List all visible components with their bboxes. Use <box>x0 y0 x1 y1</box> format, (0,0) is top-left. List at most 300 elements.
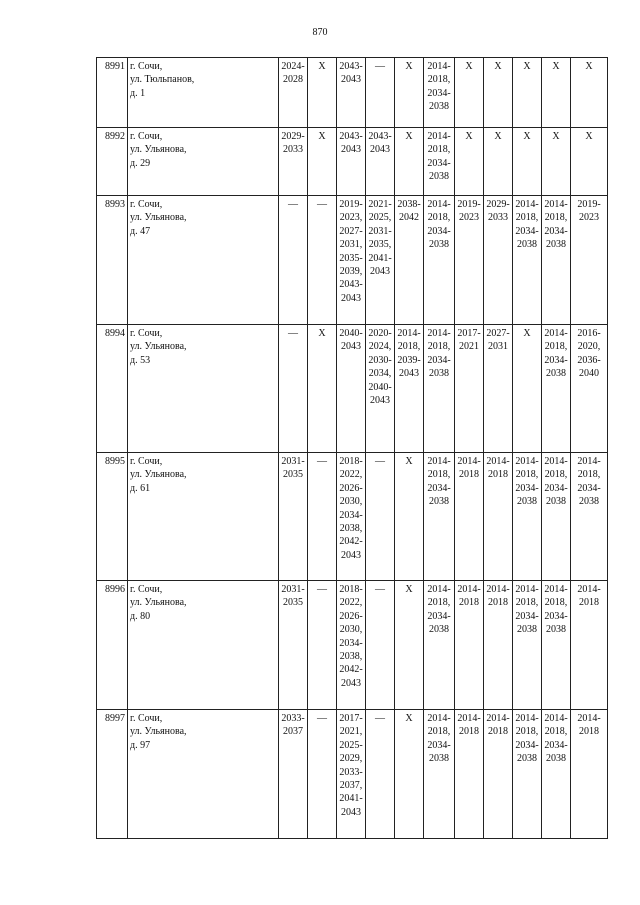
period-line: 2034- <box>515 482 539 494</box>
period-line: — <box>375 584 385 595</box>
period-line: 2038 <box>579 496 599 508</box>
period-line: 2014- <box>486 584 510 595</box>
period-cell <box>279 196 308 325</box>
period-line: — <box>375 61 385 72</box>
period-line: 2043 <box>399 368 419 380</box>
period-line: 2034- <box>427 354 451 366</box>
period-line: 2033 <box>283 144 303 156</box>
period-line: 2035, <box>368 239 392 251</box>
period-line: 2031 <box>488 341 508 353</box>
period-line: 2038 <box>429 496 449 508</box>
period-line: 2043 <box>341 549 361 561</box>
period-cell <box>571 325 608 453</box>
period-cell <box>513 58 542 128</box>
period-cell <box>513 325 542 453</box>
period-line: 2034- <box>427 610 451 622</box>
period-cell <box>337 453 366 581</box>
period-cell <box>395 453 424 581</box>
period-line: 2031- <box>281 584 305 595</box>
period-line: 2019- <box>339 199 363 210</box>
period-line: — <box>317 456 327 467</box>
period-line: 2026- <box>339 482 363 494</box>
period-cell <box>542 58 571 128</box>
address-line: д. 1 <box>130 87 146 99</box>
period-cell <box>455 325 484 453</box>
period-line: 2040- <box>368 381 392 393</box>
period-line: 2043 <box>341 74 361 86</box>
address-cell <box>128 710 279 839</box>
period-line: 2014- <box>515 713 539 724</box>
period-line: 2041- <box>368 252 392 264</box>
address-line: г. Сочи, <box>130 61 163 72</box>
period-line: 2018 <box>579 726 599 738</box>
period-line: 2021 <box>459 341 479 353</box>
period-line: 2029- <box>486 199 510 210</box>
period-line: 2043- <box>339 279 363 291</box>
address-cell <box>128 453 279 581</box>
period-line: 2018 <box>488 597 508 609</box>
period-line: 2043 <box>341 677 361 689</box>
period-line: 2038- <box>397 199 421 210</box>
period-line: 2023 <box>579 212 599 224</box>
address-line: ул. Тюльпанов, <box>130 74 195 86</box>
period-line: 2034- <box>544 482 568 494</box>
period-line: 2018 <box>459 597 479 609</box>
period-line: 2018, <box>427 597 451 609</box>
address-line: г. Сочи, <box>130 584 163 595</box>
period-cell <box>513 710 542 839</box>
table-row <box>97 58 608 128</box>
period-line: 2038 <box>429 624 449 636</box>
period-line: 2028 <box>283 74 303 86</box>
period-line: 2018, <box>427 74 451 86</box>
period-line: Х <box>523 61 531 72</box>
period-cell <box>395 128 424 196</box>
period-line: 2029- <box>281 131 305 142</box>
row-number: 8992 <box>97 128 128 196</box>
period-line: 2038 <box>546 239 566 251</box>
period-line: 2018 <box>579 597 599 609</box>
period-line: — <box>288 199 298 210</box>
period-line: Х <box>585 61 593 72</box>
period-cell <box>366 581 395 710</box>
period-line: — <box>375 456 385 467</box>
period-line: 2023, <box>339 212 363 224</box>
period-line: 2022, <box>339 597 363 609</box>
period-line: 2034- <box>515 739 539 751</box>
period-line: 2041- <box>339 793 363 805</box>
period-line: 2035 <box>283 469 303 481</box>
period-line: 2042- <box>339 536 363 548</box>
period-line: 2014- <box>577 456 601 467</box>
address-cell <box>128 196 279 325</box>
period-line: 2018 <box>459 726 479 738</box>
period-cell <box>279 453 308 581</box>
period-line: Х <box>318 131 326 142</box>
address-cell <box>128 58 279 128</box>
period-line: 2030, <box>339 624 363 636</box>
period-line: 2034- <box>577 482 601 494</box>
period-cell <box>424 581 455 710</box>
period-line: 2034- <box>544 739 568 751</box>
period-cell <box>513 196 542 325</box>
address-line: ул. Ульянова, <box>130 341 187 353</box>
period-line: 2018, <box>427 144 451 156</box>
period-cell <box>455 453 484 581</box>
address-line: г. Сочи, <box>130 328 163 339</box>
table-row <box>97 128 608 196</box>
period-line: 2014- <box>515 199 539 210</box>
period-cell <box>308 58 337 128</box>
period-line: 2035 <box>283 597 303 609</box>
period-line: 2043- <box>368 131 392 142</box>
period-line: Х <box>465 131 473 142</box>
period-line: Х <box>523 131 531 142</box>
period-line: 2018, <box>544 212 568 224</box>
address-line: г. Сочи, <box>130 713 163 724</box>
table-body <box>97 58 608 839</box>
period-line: 2031, <box>339 239 363 251</box>
period-line: 2014- <box>427 328 451 339</box>
period-line: 2034- <box>427 157 451 169</box>
table-row <box>97 196 608 325</box>
period-line: 2038 <box>429 239 449 251</box>
period-line: — <box>317 713 327 724</box>
period-line: 2018 <box>459 469 479 481</box>
period-line: 2038 <box>517 624 537 636</box>
period-line: 2026- <box>339 610 363 622</box>
period-line: 2038 <box>517 239 537 251</box>
period-line: 2014- <box>427 584 451 595</box>
period-line: Х <box>405 584 413 595</box>
period-cell <box>455 58 484 128</box>
period-line: 2034- <box>515 610 539 622</box>
period-line: 2018, <box>544 597 568 609</box>
period-line: 2025- <box>339 739 363 751</box>
row-number: 8996 <box>97 581 128 710</box>
address-cell <box>128 128 279 196</box>
period-line: 2038 <box>429 368 449 380</box>
period-cell <box>424 128 455 196</box>
period-line: 2027- <box>486 328 510 339</box>
period-line: 2018 <box>488 726 508 738</box>
period-line: 2018 <box>488 469 508 481</box>
period-line: 2024- <box>281 61 305 72</box>
period-line: 2038 <box>546 753 566 765</box>
period-line: 2043 <box>341 806 361 818</box>
period-line: Х <box>494 61 502 72</box>
period-line: 2034- <box>427 225 451 237</box>
period-line: — <box>317 584 327 595</box>
period-line: 2020, <box>577 341 601 353</box>
period-line: 2034- <box>544 354 568 366</box>
period-line: 2018, <box>427 341 451 353</box>
period-cell <box>542 453 571 581</box>
period-line: 2027- <box>339 225 363 237</box>
period-line: 2031- <box>368 225 392 237</box>
period-line: 2031- <box>281 456 305 467</box>
period-line: 2033- <box>339 766 363 778</box>
period-line: 2034- <box>427 482 451 494</box>
period-line: 2038 <box>546 624 566 636</box>
period-line: 2018, <box>577 469 601 481</box>
period-line: 2043 <box>341 144 361 156</box>
period-line: — <box>317 199 327 210</box>
period-cell <box>337 325 366 453</box>
period-line: 2014- <box>427 61 451 72</box>
housing-registry-table <box>96 57 608 839</box>
period-line: 2014- <box>515 456 539 467</box>
period-line: Х <box>465 61 473 72</box>
period-line: 2018, <box>397 341 421 353</box>
period-line: 2018, <box>515 469 539 481</box>
period-line: 2014- <box>486 713 510 724</box>
period-line: 2020- <box>368 328 392 339</box>
address-line: д. 47 <box>130 225 151 237</box>
period-line: 2014- <box>427 713 451 724</box>
period-cell <box>308 453 337 581</box>
period-line: 2035- <box>339 252 363 264</box>
row-number: 8993 <box>97 196 128 325</box>
address-line: ул. Ульянова, <box>130 144 187 156</box>
period-cell <box>571 196 608 325</box>
period-line: Х <box>405 713 413 724</box>
period-line: 2018, <box>427 469 451 481</box>
period-cell <box>542 128 571 196</box>
address-line: г. Сочи, <box>130 199 163 210</box>
period-line: 2024, <box>368 341 392 353</box>
period-cell <box>366 710 395 839</box>
period-line: 2014- <box>427 131 451 142</box>
period-cell <box>484 581 513 710</box>
period-line: 2014- <box>544 713 568 724</box>
period-cell <box>308 581 337 710</box>
row-number: 8991 <box>97 58 128 128</box>
address-line: г. Сочи, <box>130 456 163 467</box>
period-cell <box>424 325 455 453</box>
table-row <box>97 325 608 453</box>
period-cell <box>279 58 308 128</box>
period-cell <box>571 453 608 581</box>
period-line: 2017- <box>339 713 363 724</box>
address-line: ул. Ульянова, <box>130 469 187 481</box>
period-cell <box>308 710 337 839</box>
address-cell <box>128 581 279 710</box>
period-line: 2018, <box>427 726 451 738</box>
period-line: 2043 <box>370 395 390 407</box>
period-cell <box>455 710 484 839</box>
period-line: 2018, <box>515 212 539 224</box>
period-line: 2034- <box>427 739 451 751</box>
period-cell <box>455 196 484 325</box>
row-number: 8994 <box>97 325 128 453</box>
period-cell <box>366 453 395 581</box>
period-line: 2021- <box>368 199 392 210</box>
period-line: 2018- <box>339 456 363 467</box>
period-line: 2034, <box>368 368 392 380</box>
period-cell <box>366 58 395 128</box>
period-line: Х <box>318 328 326 339</box>
period-cell <box>337 58 366 128</box>
period-line: Х <box>585 131 593 142</box>
period-line: 2014- <box>457 456 481 467</box>
period-cell <box>455 581 484 710</box>
period-line: 2038 <box>546 496 566 508</box>
row-number: 8995 <box>97 453 128 581</box>
row-number: 8997 <box>97 710 128 839</box>
period-line: 2017- <box>457 328 481 339</box>
period-line: — <box>375 713 385 724</box>
period-cell <box>484 196 513 325</box>
period-line: 2038 <box>429 101 449 113</box>
table-row <box>97 710 608 839</box>
period-cell <box>395 581 424 710</box>
period-cell <box>395 710 424 839</box>
period-line: 2030, <box>339 496 363 508</box>
period-line: 2038 <box>517 496 537 508</box>
period-line: 2034- <box>515 225 539 237</box>
period-line: 2016- <box>577 328 601 339</box>
period-cell <box>308 325 337 453</box>
period-line: 2014- <box>577 584 601 595</box>
period-cell <box>279 128 308 196</box>
period-line: 2039- <box>397 354 421 366</box>
period-line: 2043 <box>341 292 361 304</box>
period-line: 2043- <box>339 131 363 142</box>
period-line: 2018- <box>339 584 363 595</box>
period-line: 2018, <box>427 212 451 224</box>
period-cell <box>571 581 608 710</box>
period-cell <box>424 453 455 581</box>
period-cell <box>571 58 608 128</box>
period-line: 2014- <box>427 199 451 210</box>
period-line: Х <box>552 131 560 142</box>
period-line: 2038 <box>517 753 537 765</box>
period-line: 2034- <box>339 637 363 649</box>
period-line: 2014- <box>457 584 481 595</box>
period-line: 2034- <box>339 509 363 521</box>
period-line: 2014- <box>397 328 421 339</box>
period-line: 2037 <box>283 726 303 738</box>
address-line: д. 61 <box>130 482 151 494</box>
table-row <box>97 581 608 710</box>
period-line: 2022, <box>339 469 363 481</box>
period-line: 2025, <box>368 212 392 224</box>
period-cell <box>366 128 395 196</box>
address-line: ул. Ульянова, <box>130 597 187 609</box>
period-cell <box>513 581 542 710</box>
period-cell <box>424 710 455 839</box>
period-line: 2033- <box>281 713 305 724</box>
period-line: Х <box>523 328 531 339</box>
period-line: 2038 <box>546 368 566 380</box>
period-line: 2018, <box>544 469 568 481</box>
period-cell <box>366 196 395 325</box>
period-line: 2037, <box>339 780 363 792</box>
period-line: 2023 <box>459 212 479 224</box>
period-line: 2014- <box>544 456 568 467</box>
address-line: д. 80 <box>130 610 151 622</box>
period-line: 2034- <box>427 87 451 99</box>
period-cell <box>484 58 513 128</box>
period-cell <box>337 128 366 196</box>
period-line: 2039, <box>339 266 363 278</box>
address-line: д. 53 <box>130 354 151 366</box>
address-line: д. 29 <box>130 157 151 169</box>
period-line: Х <box>552 61 560 72</box>
period-line: Х <box>405 131 413 142</box>
period-cell <box>337 710 366 839</box>
period-cell <box>484 710 513 839</box>
period-line: 2014- <box>486 456 510 467</box>
period-line: 2034- <box>544 610 568 622</box>
period-line: 2019- <box>457 199 481 210</box>
period-cell <box>455 128 484 196</box>
period-cell <box>424 58 455 128</box>
period-cell <box>279 325 308 453</box>
period-cell <box>542 196 571 325</box>
period-cell <box>571 128 608 196</box>
period-line: 2014- <box>544 584 568 595</box>
period-cell <box>484 453 513 581</box>
address-line: г. Сочи, <box>130 131 163 142</box>
period-cell <box>395 58 424 128</box>
period-line: 2038 <box>429 171 449 183</box>
period-line: 2040 <box>579 368 599 380</box>
period-line: 2018, <box>544 726 568 738</box>
period-line: 2033 <box>488 212 508 224</box>
period-cell <box>337 581 366 710</box>
address-line: д. 97 <box>130 739 151 751</box>
period-line: 2029, <box>339 753 363 765</box>
period-line: — <box>288 328 298 339</box>
period-cell <box>395 196 424 325</box>
period-cell <box>279 710 308 839</box>
period-line: 2021, <box>339 726 363 738</box>
period-line: 2043 <box>370 266 390 278</box>
period-cell <box>337 196 366 325</box>
period-line: 2038, <box>339 651 363 663</box>
period-line: 2042- <box>339 664 363 676</box>
period-line: 2014- <box>544 328 568 339</box>
period-line: 2014- <box>457 713 481 724</box>
period-line: 2019- <box>577 199 601 210</box>
address-line: ул. Ульянова, <box>130 212 187 224</box>
period-line: 2038, <box>339 523 363 535</box>
period-line: Х <box>494 131 502 142</box>
period-line: 2043- <box>339 61 363 72</box>
period-line: 2042 <box>399 212 419 224</box>
period-line: 2040- <box>339 328 363 339</box>
period-cell <box>513 453 542 581</box>
period-cell <box>366 325 395 453</box>
period-line: Х <box>318 61 326 72</box>
period-line: 2043 <box>370 144 390 156</box>
period-cell <box>542 581 571 710</box>
period-cell <box>542 325 571 453</box>
address-line: ул. Ульянова, <box>130 726 187 738</box>
period-line: 2038 <box>429 753 449 765</box>
period-cell <box>542 710 571 839</box>
period-cell <box>279 581 308 710</box>
period-line: 2018, <box>515 597 539 609</box>
period-cell <box>308 196 337 325</box>
address-cell <box>128 325 279 453</box>
period-cell <box>513 128 542 196</box>
period-cell <box>571 710 608 839</box>
table-row <box>97 453 608 581</box>
period-line: Х <box>405 61 413 72</box>
